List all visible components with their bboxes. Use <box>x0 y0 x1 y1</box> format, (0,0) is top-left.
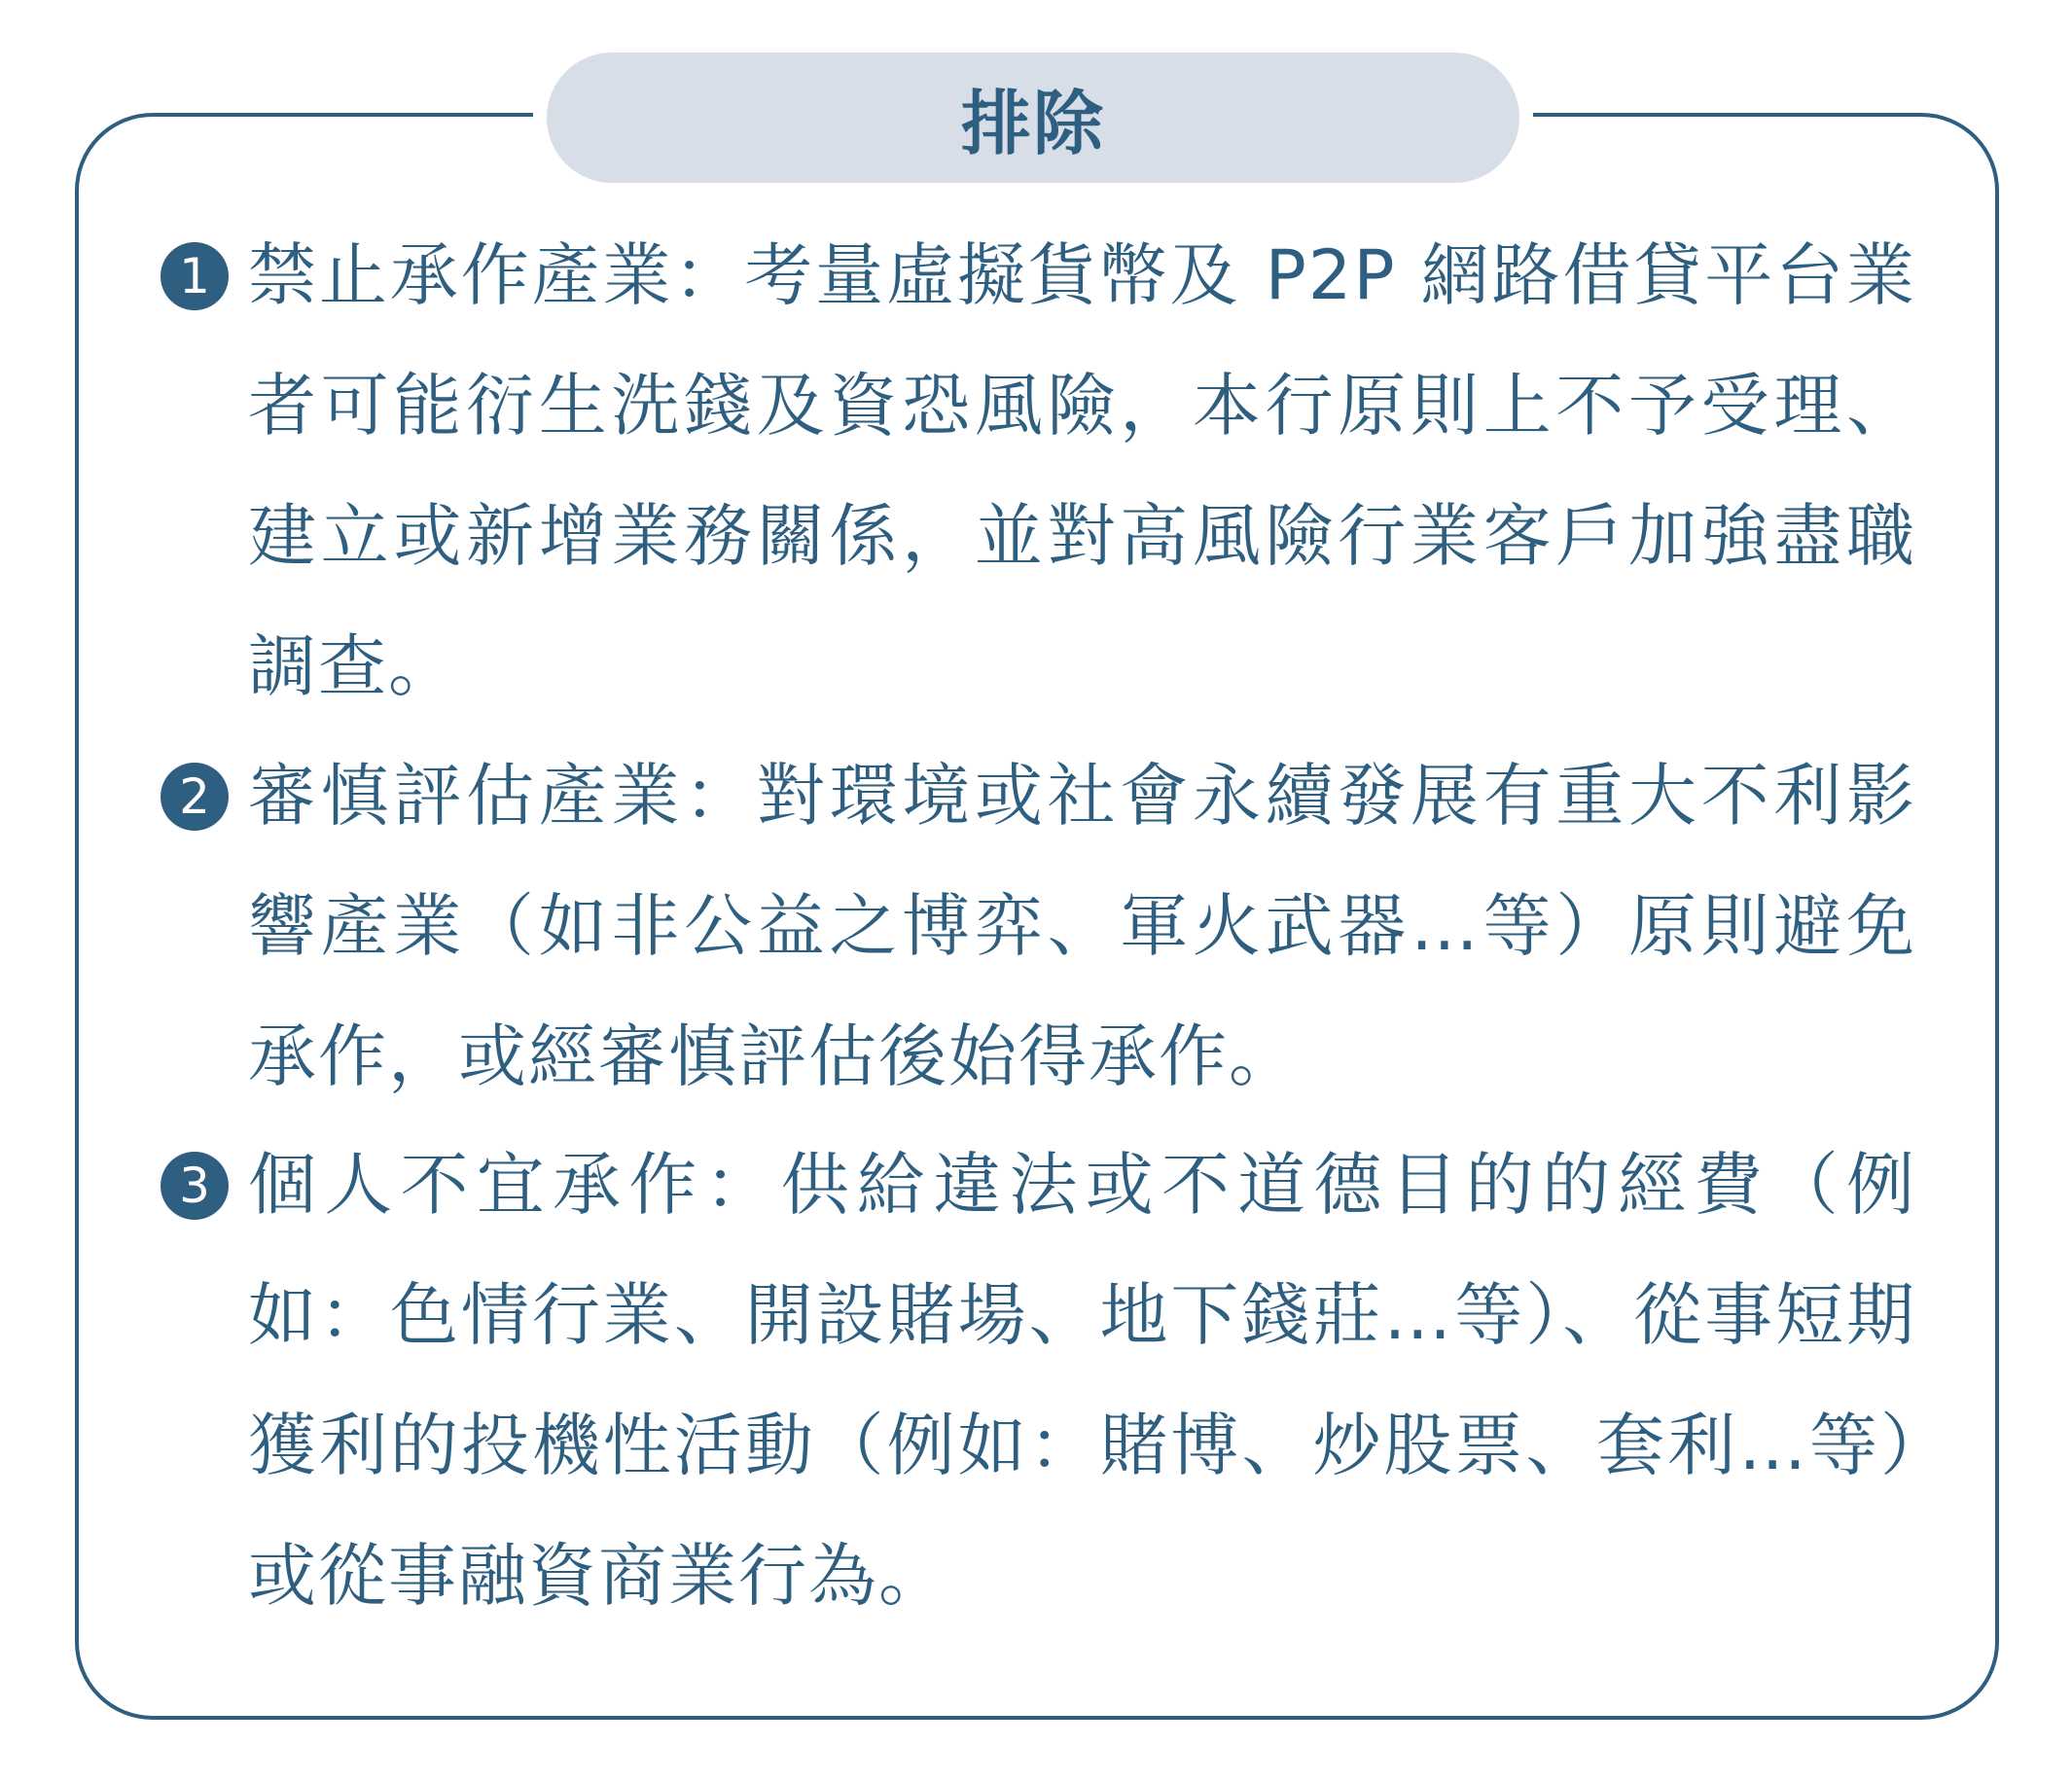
number-badge: 2 <box>161 763 229 831</box>
number-badge: 1 <box>161 242 229 310</box>
page-title: 排除 <box>960 83 1105 164</box>
list-item-text: 個人不宜承作：供給違法或不道德目的的經費（例如：色情行業、開設賭場、地下錢莊…等）、從事短期獲利的投機性活動（例如：賭博、炒股票、套利…等）或從事融資商業行為。 <box>248 1145 1916 1616</box>
list-item-text: 禁止承作產業：考量虛擬貨幣及 P2P 網路借貸平台業者可能衍生洗錢及資恐風險，本行原則上不予受理、建立或新增業務關係，並對高風險行業客戶加強盡職調查。 <box>248 235 1916 706</box>
list-item-text: 審慎評估產業：對環境或社會永續發展有重大不利影響產業（如非公益之博弈、軍火武器…等）原則避免承作，或經審慎評估後始得承作。 <box>248 756 1916 1096</box>
title-pill <box>547 53 1519 183</box>
number-badge: 3 <box>161 1152 229 1220</box>
